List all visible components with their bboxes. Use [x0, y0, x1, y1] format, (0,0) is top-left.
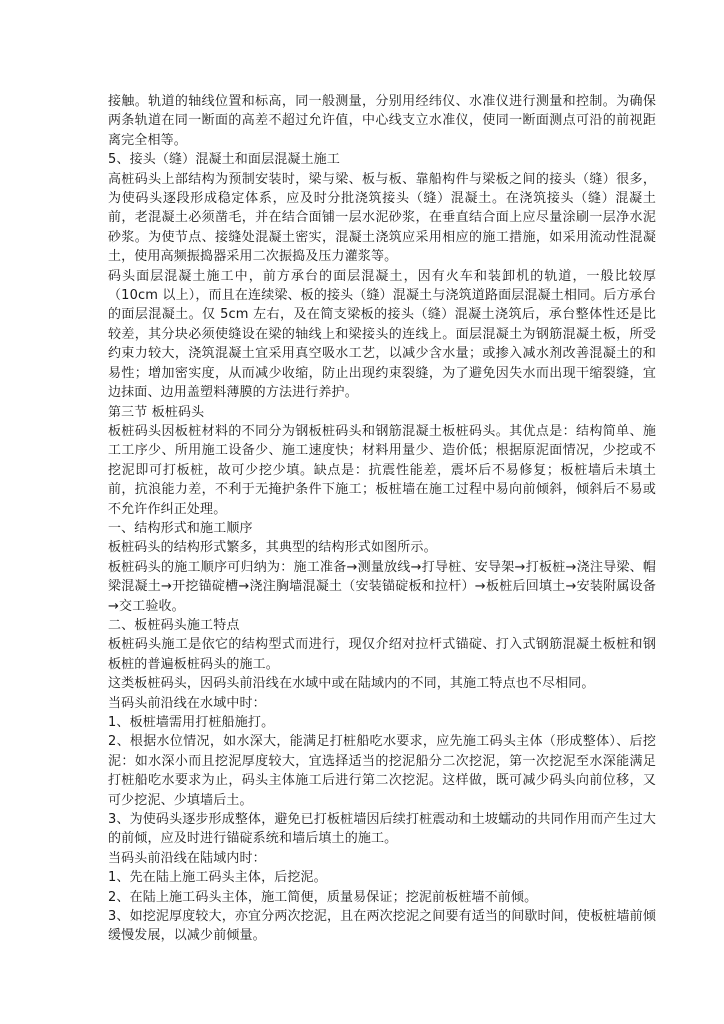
list-item-land-2: 2、在陆上施工码头主体，施工简便，质量易保证；挖泥前板桩墙不前倾。	[108, 889, 538, 905]
list-item-land-3: 3、如挖泥厚度较大，亦宜分两次挖泥，且在两次挖泥之间要有适当的间歇时间，使板桩墙前倾缓慢发展，以减少前倾量。	[108, 909, 656, 944]
paragraph-track-survey: 接触。轨道的轴线位置和标高，同一般测量，分别用经纬仪、水准仪进行测量和控制。为确保两条轨道在同一断面的高差不超过允许值，中心线支立水准仪，使同一断面测点可沿的前视距离完全相等。	[108, 94, 656, 148]
document-page	[108, 92, 656, 946]
list-item-land-1: 1、先在陆上施工码头主体，后挖泥。	[108, 870, 327, 886]
list-item-water-3: 3、为使码头逐步形成整体，避免已打板桩墙因后续打桩震动和土坡蠕动的共同作用而产生过大的前倾，应及时进行锚碇系统和墙后填土的施工。	[108, 812, 656, 847]
paragraph-construction-sequence: 板桩码头的施工顺序可归纳为：施工准备→测量放线→打导桩、安导架→打板桩→浇注导梁、帽梁混凝土→开挖锚碇槽→浇注胸墙混凝土（安装锚碇板和拉杆）→板桩后回填土→安装附属设备→交工验收。	[108, 559, 656, 614]
section-heading-joint-concrete: 5、接头（缝）混凝土和面层混凝土施工	[108, 152, 340, 168]
paragraph-sheet-pile-intro: 板桩码头因板桩材料的不同分为钢板桩码头和钢筋混凝土板桩码头。其优点是：结构简单、施工工序少、所用施工设备少、施工速度快；材料用量少、造价低；根据原泥面情况，少挖或不挖泥即可打板桩，故可少挖少填。缺点是：抗震性能差，震坏后不易修复；板桩墙后未填土前，抗浪能力差，不利于无掩护条件下施工；板桩墙在施工过程中易向前倾斜，倾斜后不易或不允许作纠正处理。	[108, 423, 656, 517]
paragraph-structure-forms: 板桩码头的结构形式繁多，其典型的结构形式如图所示。	[108, 540, 437, 556]
paragraph-joint-concrete: 高桩码头上部结构为预制安装时，梁与梁、板与板、靠船构件与梁板之间的接头（缝）很多，为使码头逐段形成稳定体系，应及时分批浇筑接头（缝）混凝土。在浇筑接头（缝）混凝土前，老混凝土必须凿毛，并在结合面铺一层水泥砂浆，在垂直结合面上应尽量涂刷一层净水泥砂浆。为使节点、接缝处混凝土密实，混凝土浇筑应采用相应的施工措施，如采用流动性混凝土，使用高频振捣器采用二次振捣及压力灌浆等。	[108, 171, 656, 265]
paragraph-water-area-intro: 当码头前沿线在水域中时：	[108, 695, 266, 711]
section-heading-sheet-pile-wharf: 第三节 板桩码头	[108, 404, 205, 420]
list-item-water-1: 1、板桩墙需用打桩船施打。	[108, 715, 275, 730]
paragraph-construction-basis: 板桩码头施工是依它的结构型式而进行，现仅介绍对拉杆式锚碇、打入式钢筋混凝土板桩和钢板桩的普遍板桩码头的施工。	[108, 637, 656, 672]
paragraph-surface-concrete: 码头面层混凝土施工中，前方承台的面层混凝土，因有火车和装卸机的轨道，一般比较厚（10cm 以上），而且在连续梁、板的接头（缝）混凝土与浇筑道路面层混凝土相同。后方承台的面层混凝土。仅 5cm 左右，及在简支梁板的接头（缝）混凝土浇筑后，承台整体性还是比较差，其分块必须使缝设在梁的轴线上和梁接头的连线上。面层混凝土为钢筋混凝土板，所受约束力较大，浇筑混凝土宜采用真空吸水工艺，以减少含水量；或掺入减水剂改善混凝土的和易性；增加密实度，从而减少收缩，防止出现约束裂缝，为了避免因失水而出现干缩裂缝，宜边抹面、边用盖塑料薄膜的方法进行养护。	[108, 268, 656, 401]
section-heading-structure-order: 一、结构形式和施工顺序	[108, 520, 253, 536]
paragraph-land-area-intro: 当码头前沿线在陆域内时：	[108, 850, 266, 866]
paragraph-construction-differences: 这类板桩码头，因码头前沿线在水域中或在陆域内的不同，其施工特点也不尽相同。	[108, 676, 595, 692]
list-item-water-2: 2、根据水位情况，如水深大，能满足打桩船吃水要求，应先施工码头主体（形成整体）、后挖泥：如水深小而且挖泥厚度较大，宜选择适当的挖泥船分二次挖泥，第一次挖泥至水深能满足打桩船吃水要求为止，码头主体施工后进行第二次挖泥。这样做，既可减少码头向前位移，又可少挖泥、少填墙后土。	[108, 734, 656, 808]
section-heading-construction-features: 二、板桩码头施工特点	[108, 617, 240, 633]
